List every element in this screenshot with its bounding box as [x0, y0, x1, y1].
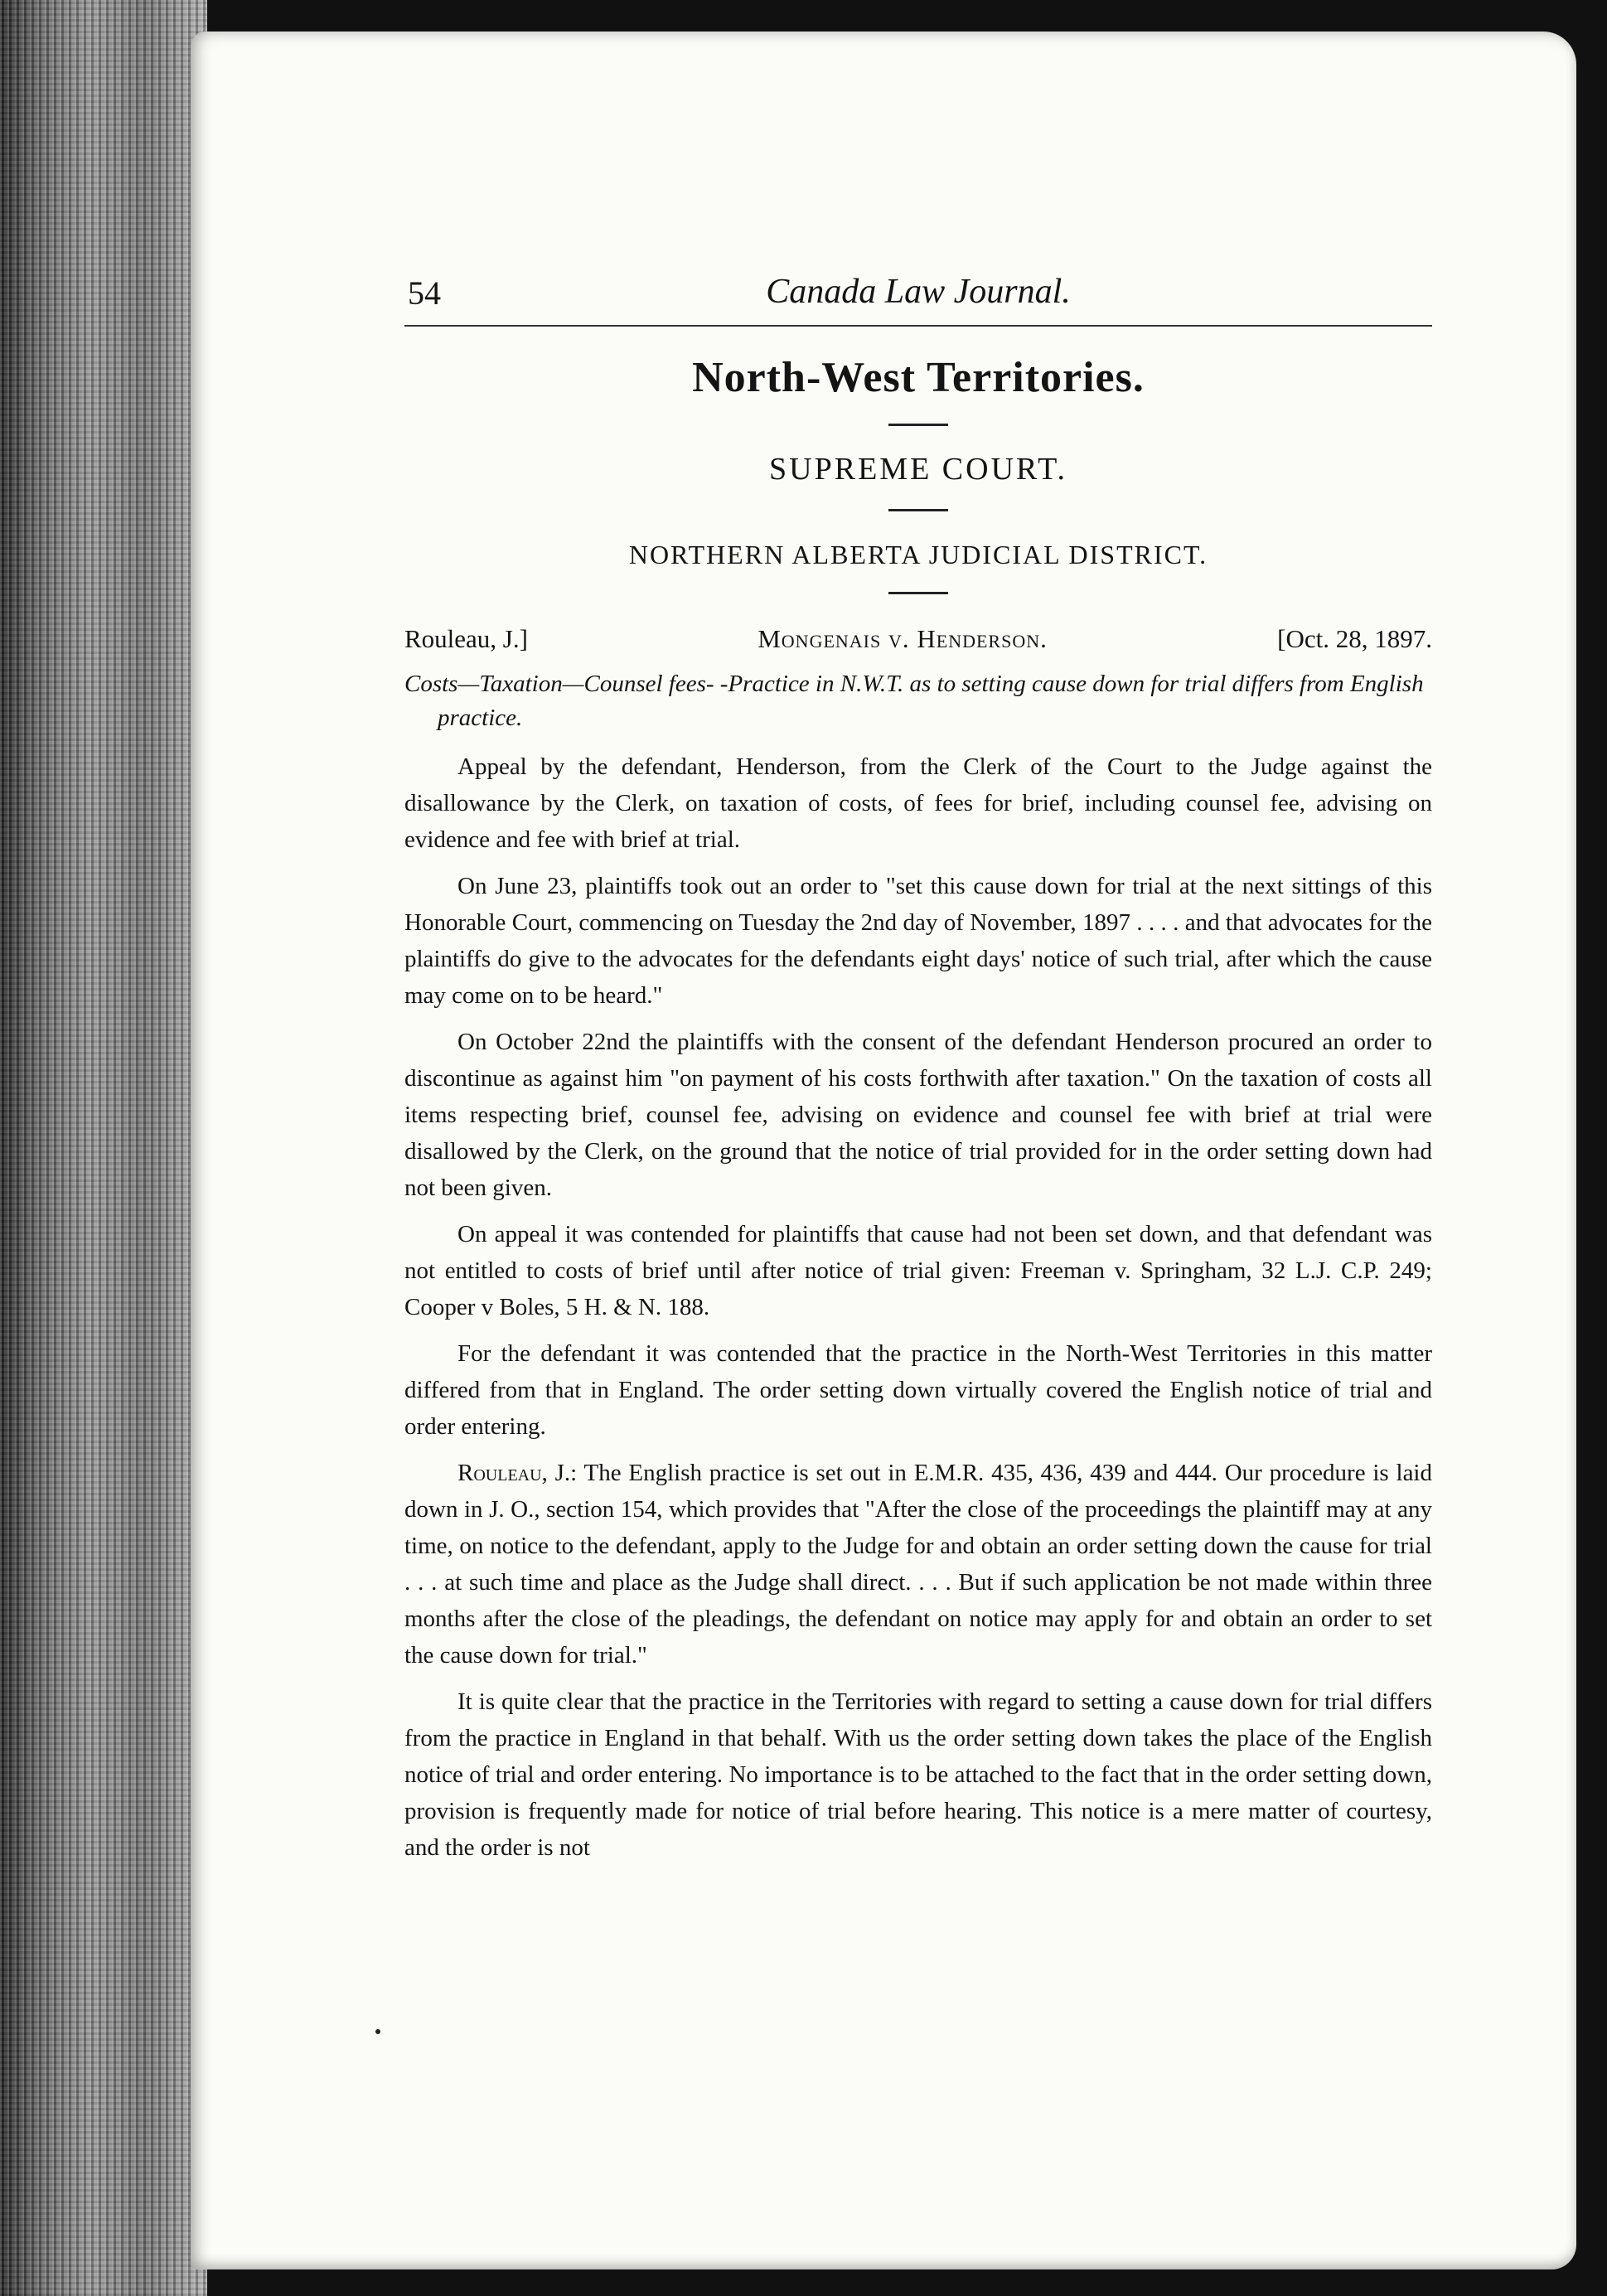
case-judge: Rouleau, J.]: [404, 624, 528, 653]
case-name: Mongenais v. Henderson.: [758, 624, 1048, 653]
paragraph: On June 23, plaintiffs took out an order to "set this cause down for trial at the next sittings of this Honorable Court, commencing on Tuesday the 2nd day of November, 1897 . . . . and that advocates for the plaintiffs do give to the advocates for the defendants eight days' notice of such trial, after which the cause may come on to be heard.": [404, 873, 1432, 1009]
case-line: [404, 624, 1432, 654]
headnote: Costs—Taxation—Counsel fees- -Practice in N.W.T. as to setting cause down for trial differs from English practice.: [404, 671, 1424, 731]
judgment-body: [404, 748, 1432, 1866]
page-content: [404, 265, 1432, 1876]
case-date: [Oct. 28, 1897.: [1277, 624, 1432, 653]
divider-rule: [888, 509, 948, 511]
section-title: North-West Territories.: [692, 354, 1145, 401]
margin-dot: [375, 2029, 380, 2034]
paragraph: For the defendant it was contended that the practice in the North-West Territories in this matter differed from that in England. The order setting down virtually covered the English notice of trial and order entering.: [404, 1340, 1432, 1440]
paragraph: [404, 1455, 1432, 1674]
page-number: 54: [408, 274, 441, 312]
court-title: SUPREME COURT.: [769, 452, 1067, 487]
paragraph-text: The English practice is set out in E.M.R. 435, 436, 439 and 444. Our procedure is laid down in J. O., section 154, which provides that "After the close of the proceedings the plaintiff may at any time, on notice to the defendant, apply to the Judge for and obtain an order setting down the cause for trial . . . at such time and place as the Judge shall direct. . . . But if such application be not made within three months after the close of the pleadings, the defendant on notice may apply for and obtain an order to set the cause down for trial.": [404, 1460, 1432, 1669]
paragraph: It is quite clear that the practice in the Territories with regard to setting a cause down for trial differs from the practice in England in that behalf. With us the order setting down takes the place of the English notice of trial and order entering. No importance is to be attached to the fact that in the order setting down, provision is frequently made for notice of trial before hearing. This notice is a mere matter of courtesy, and the order is not: [404, 1688, 1432, 1861]
divider-rule: [888, 592, 948, 594]
divider-rule: [888, 424, 948, 426]
paragraph: On October 22nd the plaintiffs with the consent of the defendant Henderson procured an order to discontinue as against him "on payment of his costs forthwith after taxation." On the taxation of costs all items respecting brief, counsel fee, advising on evidence and counsel fee with brief at trial were disallowed by the Clerk, on the ground that the notice of trial provided for in the order setting down had not been given.: [404, 1029, 1432, 1201]
judge-lead: Rouleau, J.:: [457, 1460, 578, 1486]
running-head: [404, 265, 1432, 327]
scanned-binding-edge: [0, 0, 207, 2296]
paragraph: Appeal by the defendant, Henderson, from the Clerk of the Court to the Judge against the disallowance by the Clerk, on taxation of costs, of fees for brief, including counsel fee, advising on evidence and fee with brief at trial.: [404, 753, 1432, 853]
district-title: NORTHERN ALBERTA JUDICIAL DISTRICT.: [628, 540, 1208, 569]
paragraph: On appeal it was contended for plaintiffs that cause had not been set down, and that defendant was not entitled to costs of brief until after notice of trial given: Freeman v. Springham, 32 L.J. C.P. 249; Cooper v Boles, 5 H. & N. 188.: [404, 1221, 1432, 1320]
journal-title: Canada Law Journal.: [766, 273, 1071, 311]
